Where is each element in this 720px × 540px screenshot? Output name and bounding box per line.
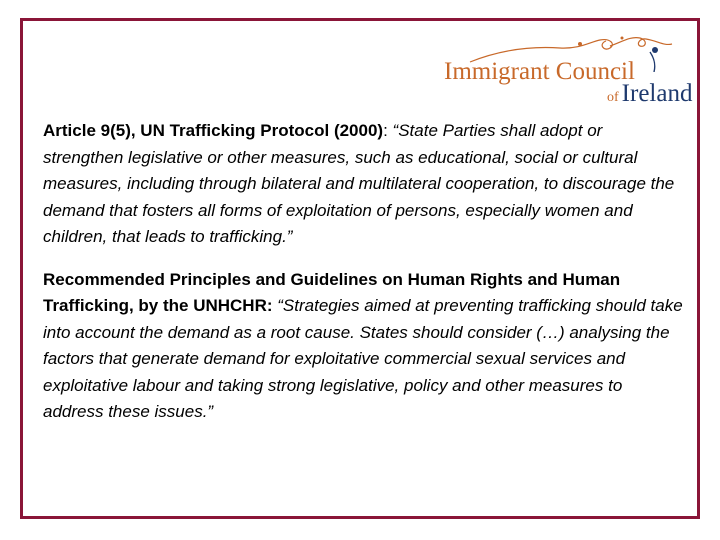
logo-text-immigrant-council: Immigrant Council — [444, 58, 635, 85]
slide-body — [43, 118, 683, 442]
paragraph-separator: : — [383, 121, 393, 140]
paragraph-heading: Article 9(5), UN Trafficking Protocol (2000) — [43, 121, 384, 140]
logo-text-of: of — [607, 90, 619, 105]
logo-text-of-ireland — [607, 80, 692, 108]
paragraph-unhchr-guidelines — [43, 267, 683, 426]
logo-text-ireland: Ireland — [621, 80, 693, 107]
paragraph-quote: “Strategies aimed at preventing trafficking should take into account the demand as a root cause. States should consider (…) analysing the factors that generate demand for exploitative commercial sexual services and exploitative labour and taking strong legislative, policy and other measures to address these issues.” — [43, 296, 683, 421]
paragraph-heading: Recommended Principles and Guidelines on Human Rights and Human Trafficking, by the UNHCHR: — [43, 269, 621, 315]
paragraph-un-protocol — [43, 118, 683, 251]
paragraph-quote: “State Parties shall adopt or strengthen legislative or other measures, such as educational, social or cultural measures, including through bilateral and multilateral cooperation, to discourage the demand that fosters all forms of exploitation of persons, especially women and children, that leads to trafficking.” — [43, 121, 675, 246]
immigrant-council-logo — [440, 32, 693, 112]
